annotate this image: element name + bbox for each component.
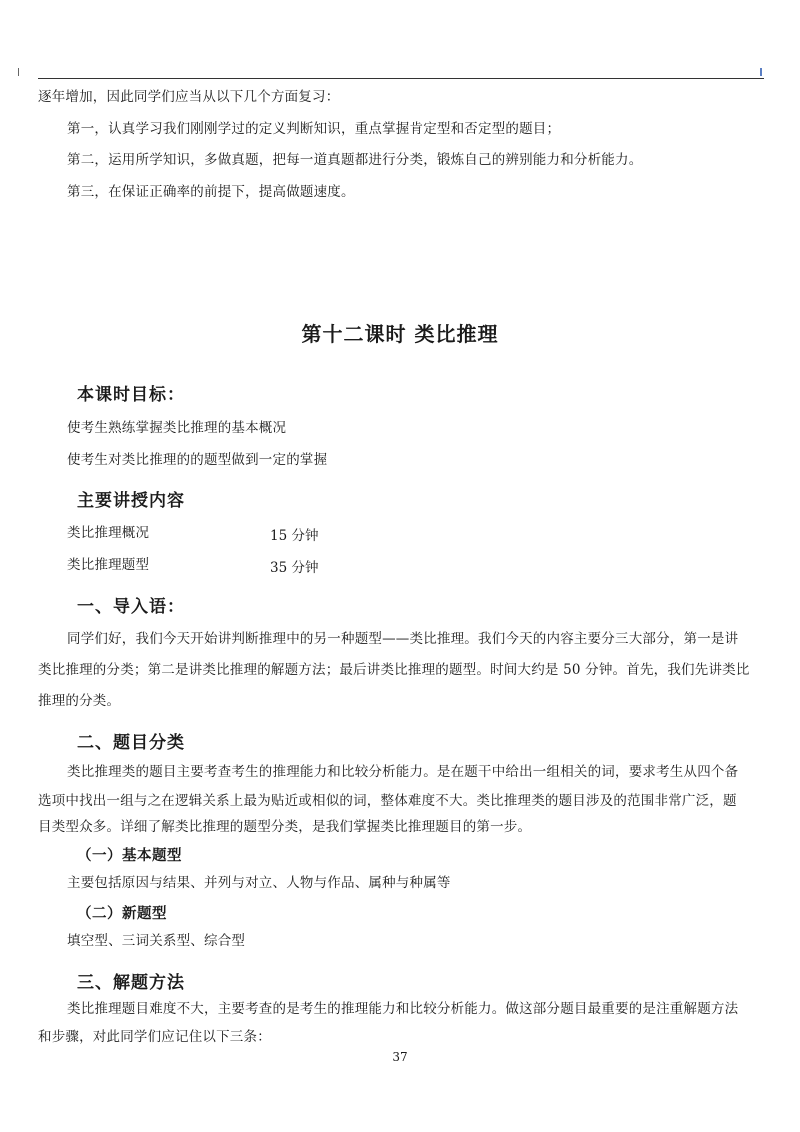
lesson-title: 第十二课时 类比推理 [301, 322, 499, 346]
subsection-1-heading: （一）基本题型 [77, 848, 182, 864]
subsection-1-text: 主要包括原因与结果、并列与对立、人物与作品、属种与种属等 [67, 875, 451, 891]
header-corner-mark-right [760, 68, 762, 76]
subsection-2-heading: （二）新题型 [77, 906, 167, 922]
section-2-line-2: 选项中找出一组与之在逻辑关系上最为贴近或相似的词，整体难度不大。类比推理类的题目涉及的范围非常广泛，题 [38, 793, 737, 809]
section-1-line-3: 推理的分类。 [38, 693, 121, 709]
page-number: 37 [392, 1050, 408, 1064]
intro-line-3: 第二，运用所学知识，多做真题，把每一道真题都进行分类，锻炼自己的辨别能力和分析能力。 [67, 152, 643, 168]
content-row-1-topic: 类比推理概况 [67, 525, 150, 541]
section-1-heading: 一、导入语： [77, 597, 185, 617]
section-3-heading: 三、解题方法 [77, 973, 185, 993]
content-row-1-time: 15 分钟 [270, 528, 319, 544]
objective-item-2: 使考生对类比推理的的题型做到一定的掌握 [67, 452, 328, 468]
section-3-line-1: 类比推理题目难度不大，主要考查的是考生的推理能力和比较分析能力。做这部分题目最重要的是注重解题方法 [67, 1001, 739, 1017]
content-row-2-time: 35 分钟 [270, 560, 319, 576]
section-2-heading: 二、题目分类 [77, 733, 185, 753]
objectives-heading: 本课时目标： [77, 385, 185, 405]
intro-line-1: 逐年增加，因此同学们应当从以下几个方面复习： [38, 89, 340, 105]
content-row-2-topic: 类比推理题型 [67, 557, 150, 573]
objective-item-1: 使考生熟练掌握类比推理的基本概况 [67, 420, 287, 436]
content-heading: 主要讲授内容 [77, 491, 185, 511]
header-corner-mark-left [18, 68, 19, 76]
subsection-2-text: 填空型、三词关系型、综合型 [67, 933, 246, 949]
section-2-line-3: 目类型众多。详细了解类比推理的题型分类，是我们掌握类比推理题目的第一步。 [38, 819, 532, 835]
intro-line-4: 第三，在保证正确率的前提下，提高做题速度。 [67, 184, 355, 200]
header-rule [38, 78, 764, 79]
section-1-line-2: 类比推理的分类；第二是讲类比推理的解题方法；最后讲类比推理的题型。时间大约是 50 分钟。首先，我们先讲类比 [38, 662, 750, 678]
section-1-line-1: 同学们好，我们今天开始讲判断推理中的另一种题型——类比推理。我们今天的内容主要分三大部分，第一是讲 [67, 631, 739, 647]
intro-line-2: 第一，认真学习我们刚刚学过的定义判断知识，重点掌握肯定型和否定型的题目； [67, 121, 561, 137]
section-3-line-2: 和步骤，对此同学们应记住以下三条： [38, 1029, 271, 1045]
section-2-line-1: 类比推理类的题目主要考查考生的推理能力和比较分析能力。是在题干中给出一组相关的词，要求考生从四个备 [67, 764, 739, 780]
